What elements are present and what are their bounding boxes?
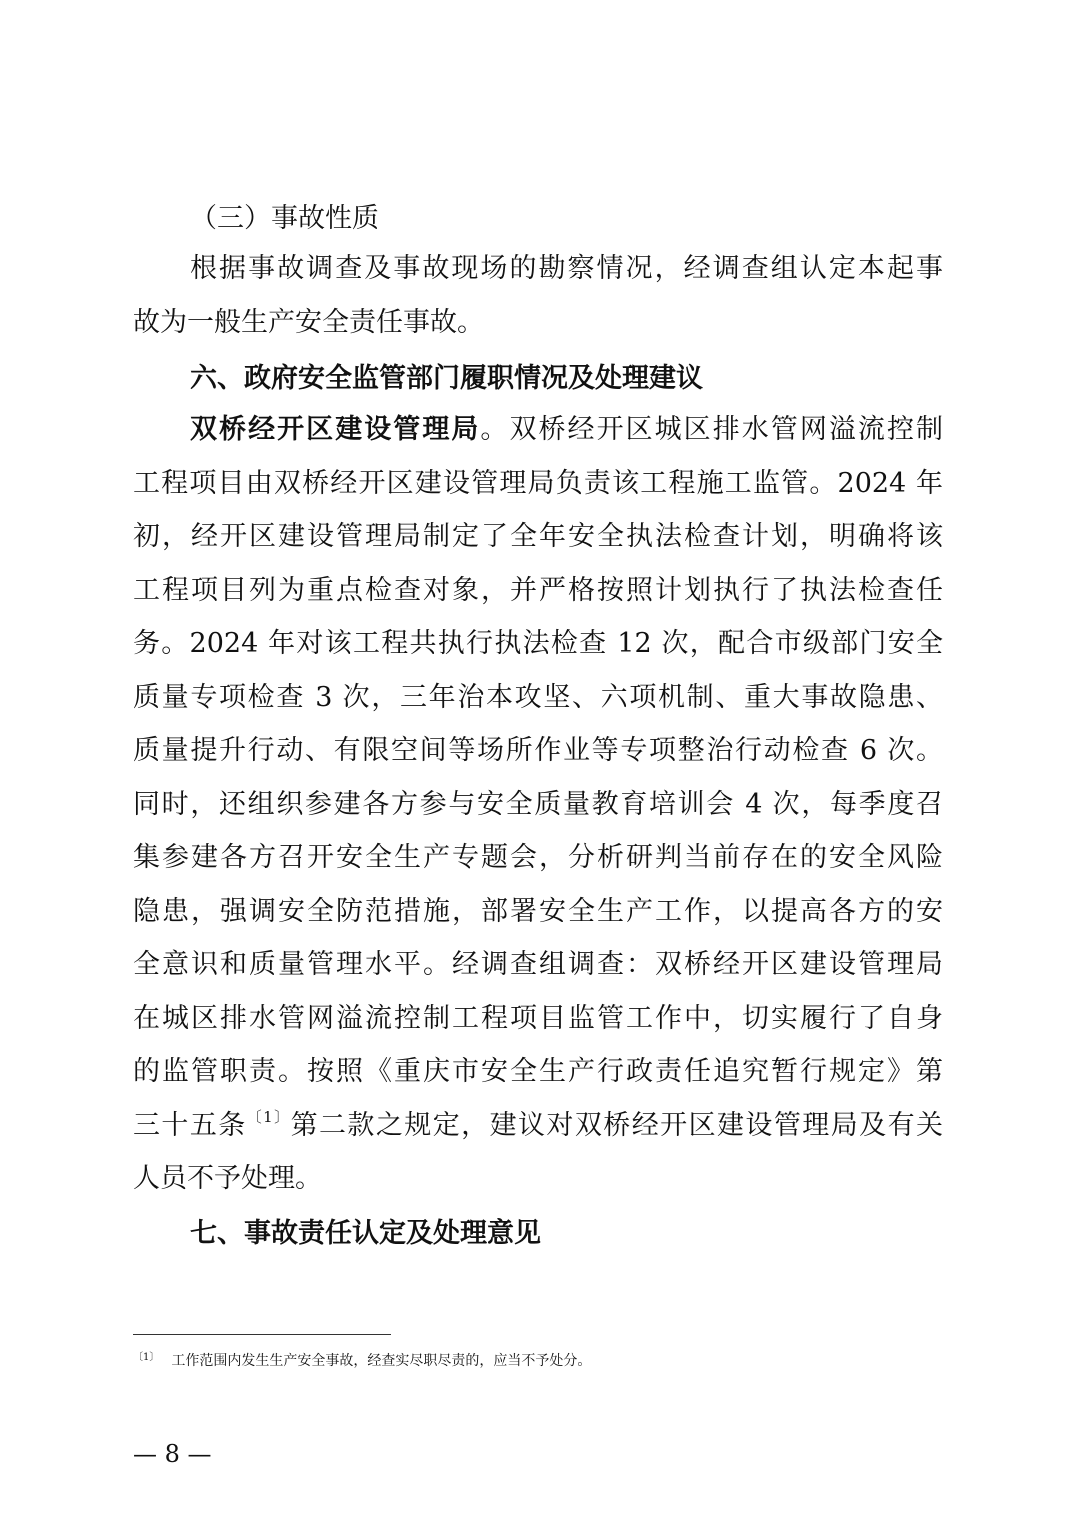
section-6-paragraph	[133, 403, 943, 1206]
section-7-heading: 七、事故责任认定及处理意见	[190, 1218, 541, 1249]
paragraph-line: 务。2024 年对该工程共执行执法检查 12 次，配合市级部门安全	[133, 628, 943, 659]
footnote-mark: 〔1〕	[133, 1352, 160, 1363]
section-3-paragraph	[133, 242, 943, 349]
paragraph-line: 集参建各方召开安全生产专题会，分析研判当前存在的安全风险	[133, 842, 943, 873]
agency-name: 双桥经开区建设管理局	[190, 414, 481, 445]
paragraph-line: 隐患，强调安全防范措施，部署安全生产工作，以提高各方的安	[133, 895, 943, 927]
section-3-heading: （三）事故性质	[190, 203, 379, 234]
paragraph-line: 工程项目由双桥经开区建设管理局负责该工程施工监管。2024 年	[133, 467, 943, 499]
paragraph-line: 根据事故调查及事故现场的勘察情况，经调查组认定本起事	[190, 253, 943, 284]
paragraph-line: 工程项目列为重点检查对象，并严格按照计划执行了执法检查任	[133, 574, 943, 606]
page-number: — 8 —	[133, 1440, 212, 1468]
footnote	[133, 1350, 591, 1370]
paragraph-line: 双桥经开区建设管理局。双桥经开区城区排水管网溢流控制	[190, 414, 944, 445]
paragraph-line: 同时，还组织参建各方参与安全质量教育培训会 4 次，每季度召	[133, 788, 943, 820]
footnote-reference[interactable]: 〔1〕	[246, 1107, 291, 1126]
paragraph-line: 质量提升行动、有限空间等场所作业等专项整治行动检查 6 次。	[133, 735, 943, 766]
paragraph-line: 故为一般生产安全责任事故。	[133, 306, 484, 338]
paragraph-line: 全意识和质量管理水平。经调查组调查：双桥经开区建设管理局	[133, 949, 943, 980]
paragraph-line: 质量专项检查 3 次，三年治本攻坚、六项机制、重大事故隐患、	[133, 681, 943, 713]
section-6-heading: 六、政府安全监管部门履职情况及处理建议	[190, 363, 703, 394]
paragraph-line: 在城区排水管网溢流控制工程项目监管工作中，切实履行了自身	[133, 1002, 943, 1034]
footnote-text: 工作范围内发生生产安全事故，经查实尽职尽责的，应当不予处分。	[171, 1353, 592, 1369]
paragraph-line: 的监管职责。按照《重庆市安全生产行政责任追究暂行规定》第	[133, 1056, 943, 1087]
footnote-divider	[133, 1334, 391, 1335]
paragraph-line: 人员不予处理。	[133, 1163, 322, 1194]
paragraph-line: 三十五条$^{〔1〕}$第二款之规定，建议对双桥经开区建设管理局及有关	[133, 1107, 944, 1141]
paragraph-line: 初，经开区建设管理局制定了全年安全执法检查计划，明确将该	[133, 521, 943, 552]
